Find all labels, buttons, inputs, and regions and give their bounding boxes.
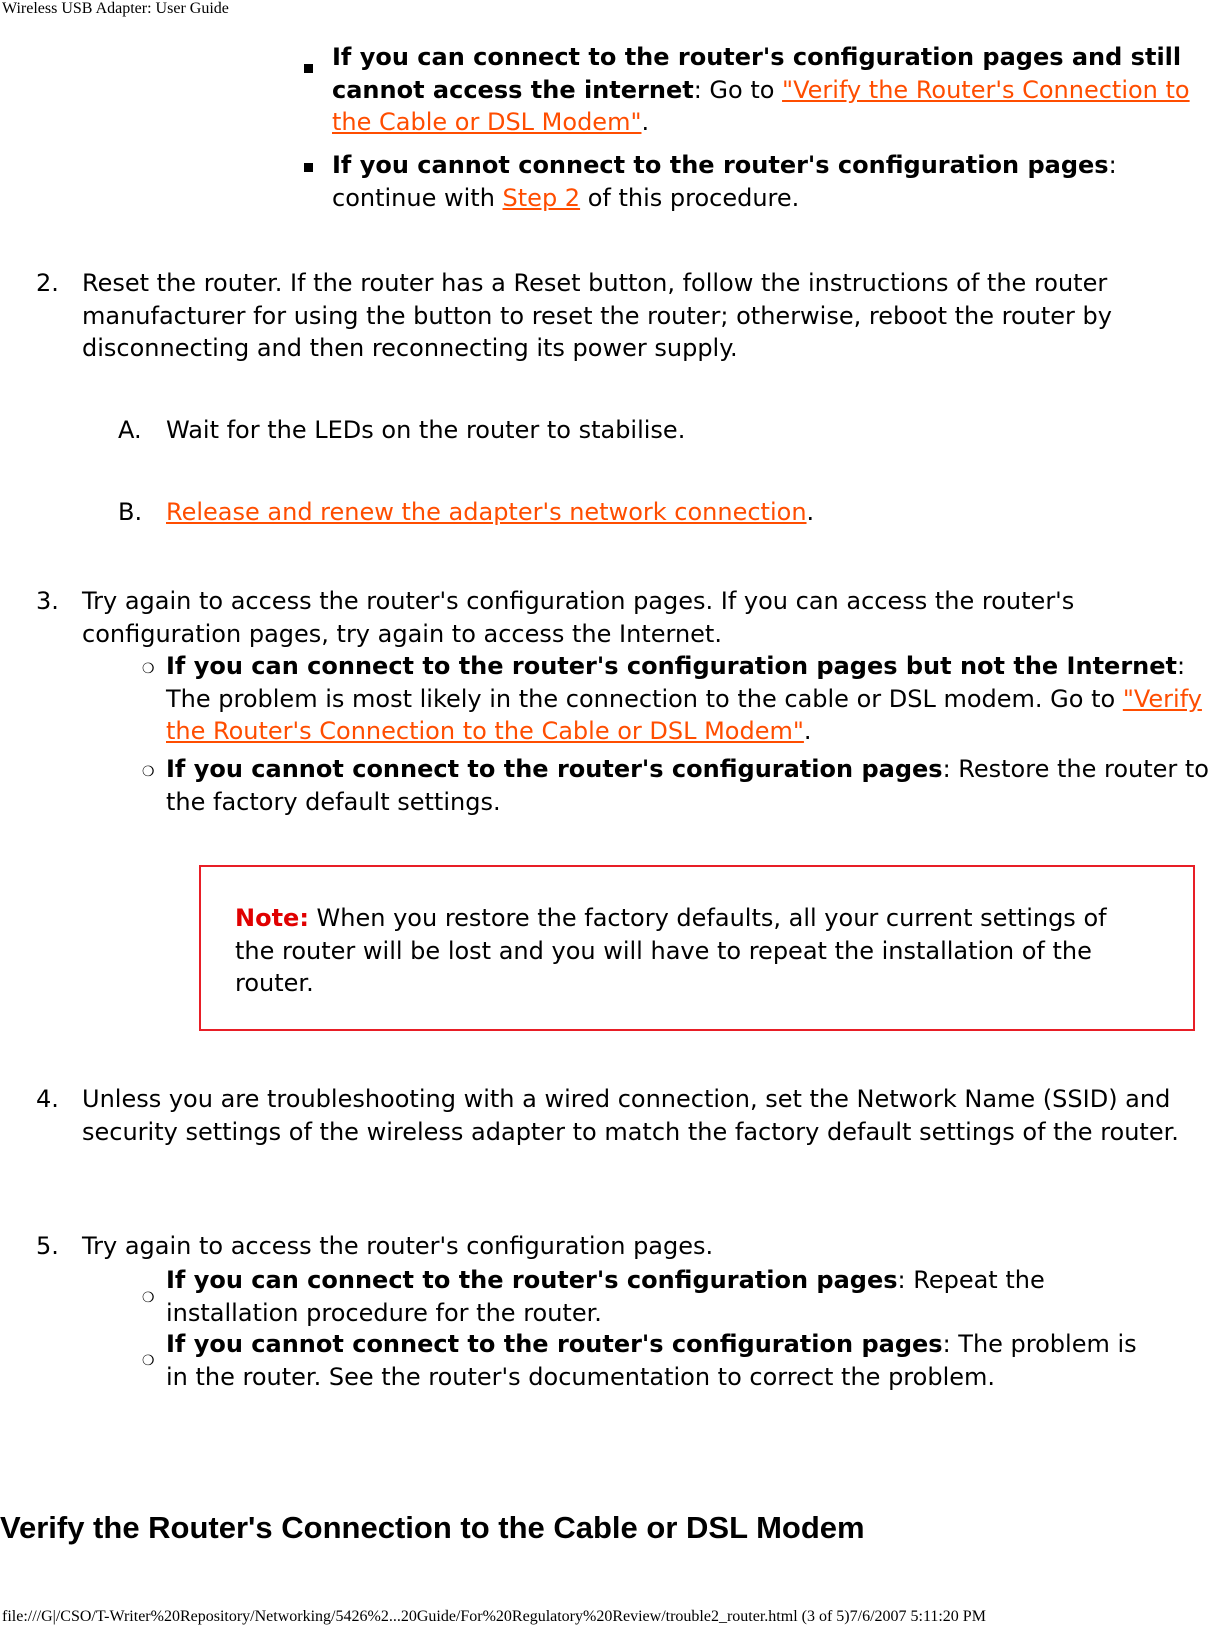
bullet-can-connect-repeat xyxy=(166,1264,1166,1329)
step-3-text: Try again to access the router's configuration pages. If you can access the router's configuration pages, try again to access the Internet. xyxy=(82,587,1075,648)
step-number: 2. xyxy=(36,269,59,297)
bullet-text: : Restore the router to the factory default settings. xyxy=(166,755,1209,816)
verify-router-link[interactable]: "Verify the Router's Connection to the Cable or DSL Modem" xyxy=(332,75,1190,136)
circle-bullet-icon: ❍ xyxy=(142,1290,155,1306)
square-bullet-icon xyxy=(304,163,313,172)
verify-router-link[interactable]: "Verify the Router's Connection to the Cable or DSL Modem" xyxy=(166,684,1202,745)
step-number: 3. xyxy=(36,587,59,615)
circle-bullet-icon: ❍ xyxy=(142,661,155,677)
substep-a-text: Wait for the LEDs on the router to stabilise. xyxy=(166,416,686,444)
step-5-text: Try again to access the router's configuration pages. xyxy=(82,1232,714,1260)
bullet-text: . xyxy=(641,108,650,136)
step-2-text: Reset the router. If the router has a Reset button, follow the instructions of the router manufacturer for using the button to reset the router; otherwise, reboot the router by disconnecting and then reconnecting its power supply. xyxy=(82,269,1112,362)
step-4-text: Unless you are troubleshooting with a wired connection, set the Network Name (SSID) and security settings of the wireless adapter to match the factory default settings of the router. xyxy=(82,1085,1179,1146)
step-number: 4. xyxy=(36,1085,59,1113)
bullet-cannot-connect-restore xyxy=(166,753,1212,818)
release-renew-link[interactable]: Release and renew the adapter's network connection xyxy=(166,498,807,526)
substep-text: . xyxy=(806,498,815,526)
bullet-connect-no-internet xyxy=(332,41,1212,139)
step-number: 5. xyxy=(36,1232,59,1260)
page-header-title: Wireless USB Adapter: User Guide xyxy=(2,0,229,17)
bullet-connect-not-internet xyxy=(166,650,1212,748)
bullet-bold: If you can connect to the router's configuration pages xyxy=(166,1266,898,1294)
note-body: When you restore the factory defaults, all your current settings of the router will be lost and you will have to repeat the installation of the router. xyxy=(235,904,1107,997)
circle-bullet-icon: ❍ xyxy=(142,1353,155,1369)
bullet-text: . xyxy=(803,717,812,745)
bullet-text: of this procedure. xyxy=(580,183,800,212)
circle-bullet-icon: ❍ xyxy=(142,764,155,780)
bullet-bold: If you cannot connect to the router's configuration pages xyxy=(332,151,1109,179)
section-heading: Verify the Router's Connection to the Cable or DSL Modem xyxy=(0,1510,865,1545)
page-footer-path: file:///G|/CSO/T-Writer%20Repository/Networking/5426%2...20Guide/For%20Regulatory%20Review/trouble2_router.html (3 of 5)7/6/2007 5:11:20 PM xyxy=(2,1608,986,1625)
substep-b xyxy=(166,496,814,529)
bullet-text: : The problem is most likely in the connection to the cable or DSL modem. Go to xyxy=(166,652,1186,713)
note-text xyxy=(235,902,1135,1000)
bullet-text: : continue with xyxy=(332,151,1117,212)
bullet-text: : Go to xyxy=(693,75,783,104)
bullet-cannot-connect xyxy=(332,149,1212,214)
bullet-cannot-connect-router-problem xyxy=(166,1328,1166,1393)
bullet-text: : The problem is in the router. See the router's documentation to correct the problem. xyxy=(166,1330,1137,1391)
substep-label: A. xyxy=(118,416,142,444)
bullet-text: : Repeat the installation procedure for the router. xyxy=(166,1266,1045,1327)
bullet-bold: If you cannot connect to the router's configuration pages xyxy=(166,755,943,783)
note-label: Note: xyxy=(235,904,309,932)
bullet-bold: If you cannot connect to the router's configuration pages xyxy=(166,1330,943,1358)
bullet-bold: If you can connect to the router's configuration pages but not the Internet xyxy=(166,652,1177,680)
square-bullet-icon xyxy=(304,64,313,73)
bullet-bold: If you can connect to the router's configuration pages and still cannot access the internet xyxy=(332,43,1182,104)
substep-label: B. xyxy=(118,498,143,526)
step-2-link[interactable]: Step 2 xyxy=(502,183,581,212)
